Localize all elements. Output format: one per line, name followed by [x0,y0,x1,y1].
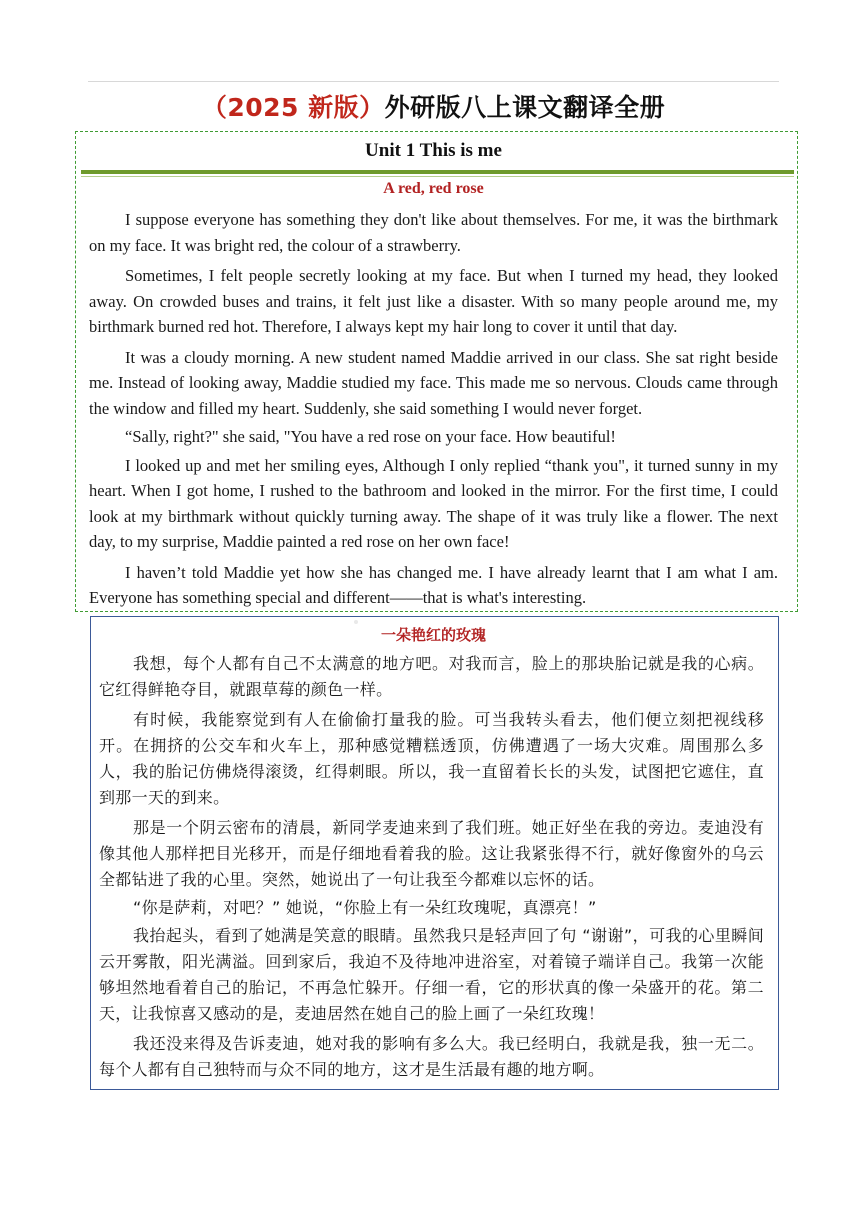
chinese-paragraph: 那是一个阴云密布的清晨，新同学麦迪来到了我们班。她正好坐在我的旁边。麦迪没有像其他人那样把目光移开，而是仔细地看着我的脸。这让我紧张得不行，就好像窗外的乌云全都钻进了我的心里。突然，她说出了一句让我至今都难以忘怀的话。 [99,818,764,889]
english-passage-body [89,207,778,616]
chinese-passage-title: 一朵艳红的玫瑰 [380,626,486,644]
english-paragraph: I suppose everyone has something they don't like about themselves. For me, it was the birthmark on my face. It was bright red, the colour of a strawberry. [89,210,778,255]
chinese-paragraph: “你是萨莉，对吧？” 她说，“你脸上有一朵红玫瑰呢，真漂亮！” [133,898,597,917]
chinese-translation-body [99,651,764,1087]
chinese-paragraph: 有时候，我能察觉到有人在偷偷打量我的脸。可当我转头看去，他们便立刻把视线移开。在拥挤的公交车和火车上，那种感觉糟糕透顶，仿佛遭遇了一场大灾难。周围那么多人，我的胎记仿佛烧得滚烫，红得刺眼。所以，我一直留着长长的头发，试图把它遮住，直到那一天的到来。 [99,710,764,807]
document-title-text: 外研版八上课文翻译全册 [384,93,666,122]
unit-title: Unit 1 This is me [365,140,502,161]
document-title-edition: （2025 新版） [201,93,385,122]
unit-title-rule-thin [81,176,794,177]
english-paragraph: Sometimes, I felt people secretly looking at my face. But when I turned my head, they looked away. On crowded buses and trains, it felt just like a disaster. With so many people around me, my birthmark burned red hot. Therefore, I always kept my hair long to cover it until that day. [89,266,778,336]
unit-title-rule [81,170,794,174]
english-paragraph: I haven’t told Maddie yet how she has changed me. I have already learnt that I am what I am. Everyone has something special and different——that is what's interesting. [89,562,778,607]
english-passage-title: A red, red rose [383,180,484,197]
english-paragraph: I looked up and met her smiling eyes, Although I only replied “thank you", it turned sunny in my heart. When I got home, I rushed to the bathroom and looked in the mirror. For the first time, I could look at my birthmark without quickly turning away. The shape of it was truly like a flower. The next day, to my surprise, Maddie painted a red rose on her own face! [89,455,778,551]
chinese-paragraph: 我还没来得及告诉麦迪，她对我的影响有多么大。我已经明白，我就是我，独一无二。每个人都有自己独特而与众不同的地方，这才是生活最有趣的地方啊。 [99,1034,764,1079]
header-rule [88,81,779,82]
chinese-paragraph: 我想，每个人都有自己不太满意的地方吧。对我而言，脸上的那块胎记就是我的心病。它红得鲜艳夺目，就跟草莓的颜色一样。 [99,654,764,699]
english-paragraph: It was a cloudy morning. A new student named Maddie arrived in our class. She sat right beside me. Instead of looking away, Maddie studied my face. This made me so nervous. Clouds came through the window and filled my heart. Suddenly, she said something I would never forget. [89,347,778,418]
chinese-paragraph: 我抬起头，看到了她满是笑意的眼睛。虽然我只是轻声回了句 “谢谢”，可我的心里瞬间云开雾散，阳光满溢。回到家后，我迫不及待地冲进浴室，对着镜子端详自己。我第一次能够坦然地看着自己的胎记，不再急忙躲开。仔细一看，它的形状真的像一朵盛开的花。第二天，让我惊喜又感动的是，麦迪居然在她自己的脸上画了一朵红玫瑰！ [99,926,764,1023]
english-paragraph: “Sally, right?" she said, "You have a red rose on your face. How beautiful! [125,427,616,446]
document-title [0,88,867,124]
